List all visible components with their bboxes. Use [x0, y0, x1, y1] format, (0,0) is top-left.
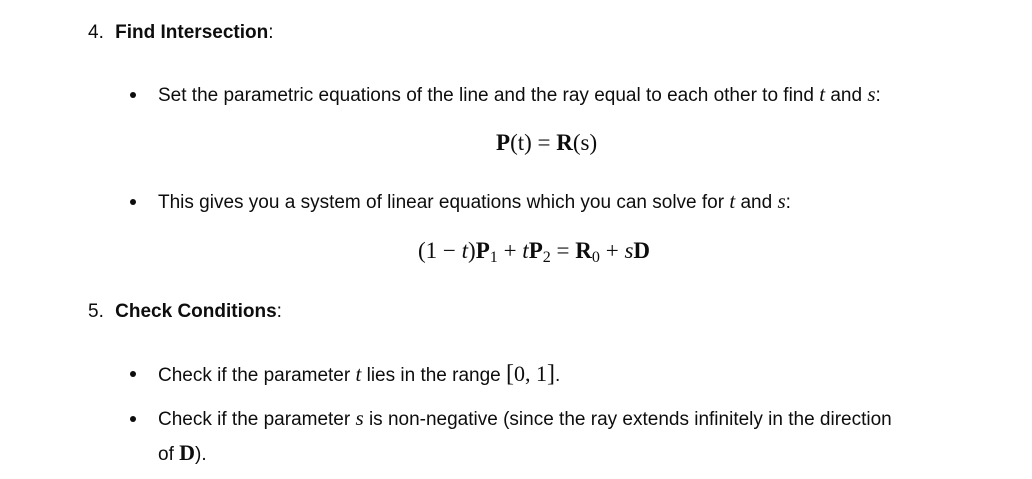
- step-5-number: 5.: [88, 301, 104, 322]
- step-4-heading: [88, 22, 274, 44]
- math-bold-P: P: [528, 238, 543, 263]
- math-bracket-close: ]: [547, 361, 556, 387]
- math-equals: =: [531, 130, 557, 155]
- math-subscript: 2: [542, 249, 551, 267]
- math-arg: (t): [510, 130, 532, 155]
- math-text: ): [468, 238, 476, 263]
- math-var-s: s: [777, 189, 786, 213]
- equation-p-equals-r: [496, 130, 597, 156]
- math-bold-R: R: [556, 130, 573, 155]
- step-4-number: 4.: [88, 22, 104, 43]
- bullet-text: lies in the range: [361, 365, 507, 386]
- math-bold-D: D: [179, 440, 196, 465]
- math-equals: =: [550, 238, 576, 263]
- equation-system: [418, 238, 651, 267]
- bullet-text: and: [825, 85, 868, 106]
- math-bracket-open: [: [506, 361, 515, 387]
- bullet-text: Check if the parameter: [158, 409, 356, 430]
- bullet-dot: [130, 92, 136, 98]
- bullet-text: :: [785, 192, 791, 213]
- math-plus: +: [497, 238, 523, 263]
- math-range: 0, 1: [514, 361, 548, 386]
- math-bold-D: D: [633, 238, 651, 263]
- step-4-title: Find Intersection: [115, 22, 269, 43]
- bullet-text: Check if the parameter: [158, 365, 356, 386]
- step-4-bullet-1-text: [158, 82, 881, 107]
- bullet-dot: [130, 199, 136, 205]
- math-subscript: 1: [489, 249, 498, 267]
- step-5-colon: :: [276, 301, 282, 322]
- step-5-heading: [88, 301, 282, 323]
- math-plus: +: [599, 238, 625, 263]
- step-4-bullet-2-text: [158, 189, 791, 214]
- bullet-text: ).: [195, 444, 207, 465]
- math-subscript: 0: [591, 249, 600, 267]
- step-5-bullet-2-line-1: [158, 406, 892, 431]
- bullet-dot: [130, 371, 136, 377]
- math-var-t: t: [819, 82, 826, 106]
- math-text: (1 −: [418, 238, 462, 263]
- math-arg: (s): [572, 130, 598, 155]
- step-5-bullet-2-line-2: [158, 440, 207, 466]
- math-var-t: t: [729, 189, 736, 213]
- math-var-t: t: [522, 238, 529, 263]
- math-var-s: s: [355, 406, 364, 430]
- math-var-t: t: [355, 362, 362, 386]
- bullet-dot: [130, 416, 136, 422]
- math-bold-R: R: [575, 238, 592, 263]
- bullet-text: This gives you a system of linear equations which you can solve for: [158, 192, 730, 213]
- bullet-text: and: [735, 192, 778, 213]
- math-var-s: s: [867, 82, 876, 106]
- math-var-t: t: [461, 238, 469, 263]
- bullet-text: Set the parametric equations of the line and the ray equal to each other to find: [158, 85, 820, 106]
- step-5-bullet-1-text: [158, 361, 560, 388]
- bullet-text: is non-negative (since the ray extends infinitely in the direction: [363, 409, 892, 430]
- step-4-colon: :: [268, 22, 274, 43]
- math-bold-P: P: [475, 238, 490, 263]
- bullet-text: of: [158, 444, 180, 465]
- step-5-title: Check Conditions: [115, 301, 277, 322]
- bullet-text: .: [555, 365, 561, 386]
- bullet-text: :: [875, 85, 881, 106]
- math-bold-P: P: [496, 130, 511, 155]
- math-var-s: s: [624, 238, 634, 263]
